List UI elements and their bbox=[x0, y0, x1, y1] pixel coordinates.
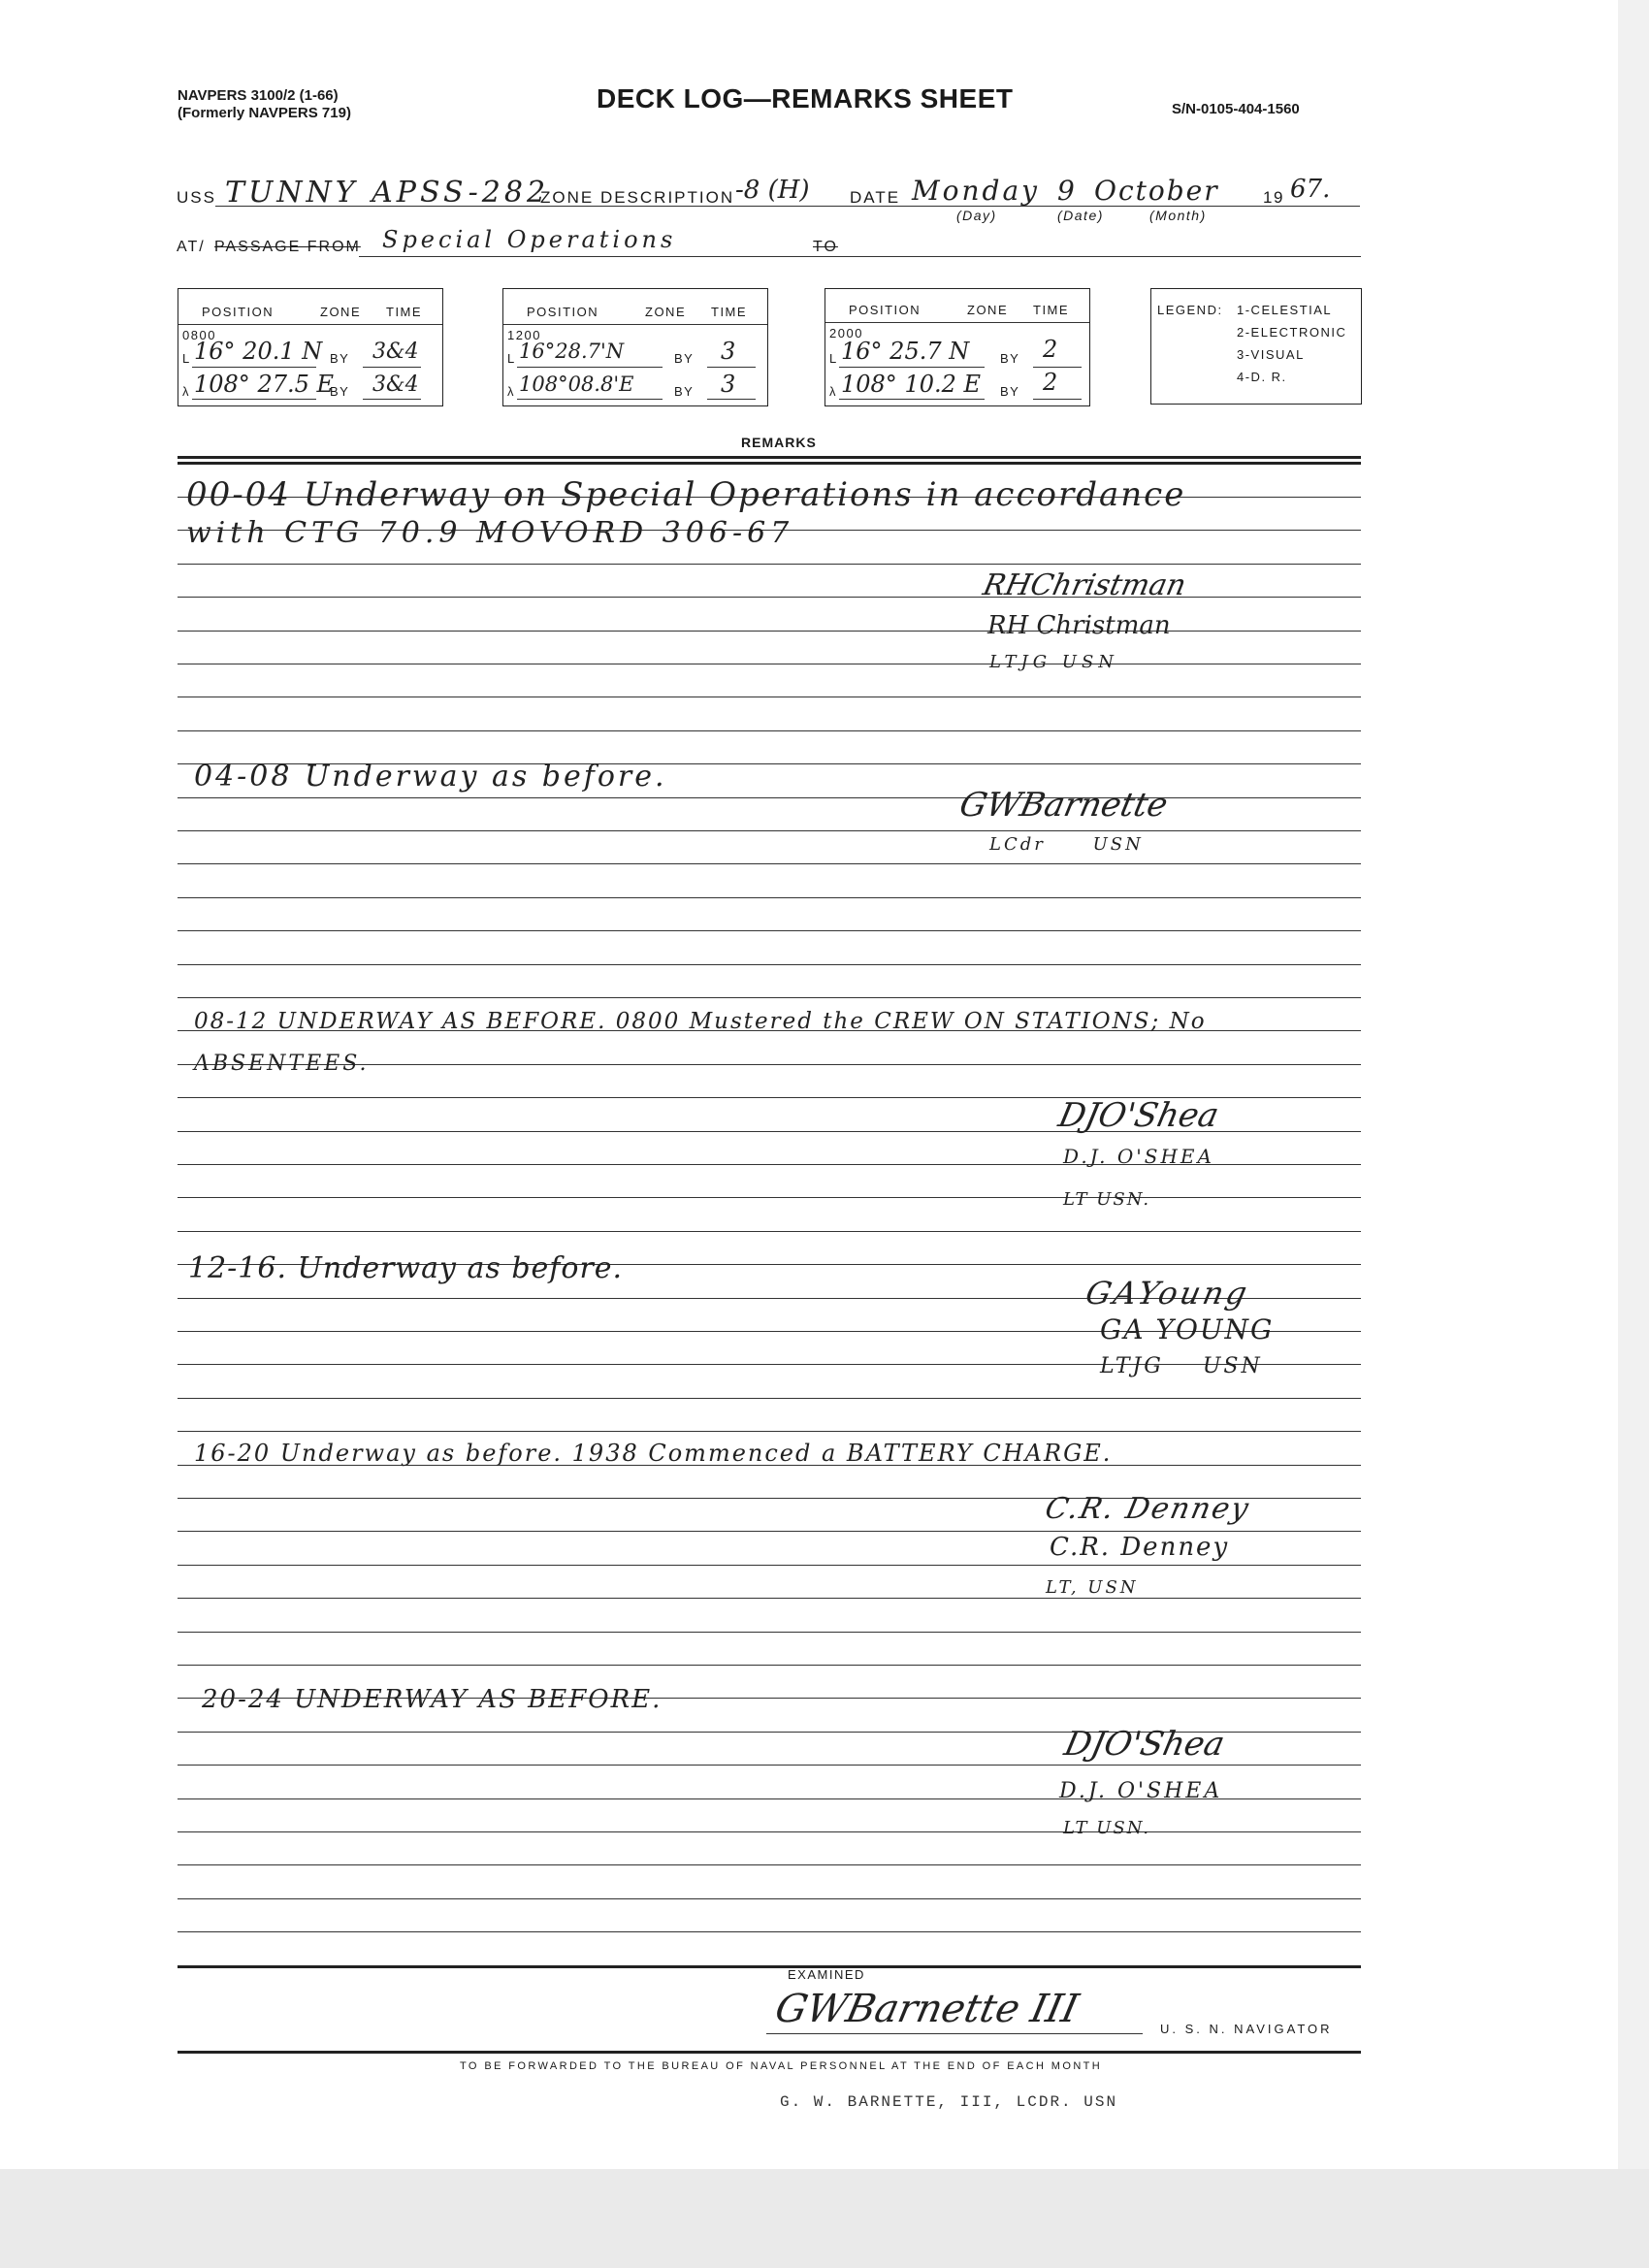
navigator-label: U. S. N. NAVIGATOR bbox=[1160, 2022, 1333, 2036]
position-header: POSITION bbox=[849, 303, 922, 317]
entry-12-16-line1: 12-16. Underway as before. bbox=[188, 1251, 624, 1285]
ruled-line bbox=[178, 1398, 1361, 1399]
position-box-2000: POSITION ZONE TIME 2000 L 16° 25.7 N BY 2 λ 108° 10.2 E BY 2 bbox=[824, 288, 1090, 406]
uss-line-underline bbox=[215, 206, 1360, 207]
entry-08-12-line1: 08-12 UNDERWAY AS BEFORE. 0800 Mustered the CREW ON STATIONS; No bbox=[194, 1009, 1207, 1034]
position-header: POSITION bbox=[527, 305, 599, 319]
latitude-value: 16° 25.7 N bbox=[841, 338, 970, 365]
forward-note: TO BE FORWARDED TO THE BUREAU OF NAVAL PERSONNEL AT THE END OF EACH MONTH bbox=[460, 2060, 1103, 2072]
date-caption: (Date) bbox=[1057, 208, 1104, 223]
ruled-line bbox=[178, 830, 1361, 831]
entry-20-24-signature-print: D.J. O'SHEA bbox=[1059, 1779, 1223, 1803]
entry-16-20-line1: 16-20 Underway as before. 1938 Commenced a BATTERY CHARGE. bbox=[194, 1440, 1113, 1467]
ruled-line bbox=[178, 1431, 1361, 1432]
ruled-line bbox=[178, 964, 1361, 965]
longitude-by: 3 bbox=[721, 371, 736, 398]
ruled-line bbox=[178, 1231, 1361, 1232]
longitude-value: 108° 27.5 E bbox=[194, 371, 335, 398]
entry-16-20-rank: LT, USN bbox=[1046, 1577, 1139, 1598]
entry-16-20-signature-print: C.R. Denney bbox=[1050, 1533, 1230, 1562]
latitude-by: 3&4 bbox=[372, 340, 419, 364]
entry-12-16-rank: LTJG USN bbox=[1100, 1354, 1263, 1378]
footer-top-rule bbox=[178, 1965, 1361, 1968]
date-day-value: Monday bbox=[912, 175, 1040, 207]
entry-20-24-line1: 20-24 UNDERWAY AS BEFORE. bbox=[202, 1685, 663, 1714]
longitude-by: 3&4 bbox=[372, 373, 419, 397]
zone-header: ZONE bbox=[967, 303, 1009, 317]
latitude-by: 3 bbox=[721, 338, 736, 365]
entry-04-08-rank: LCdr USN bbox=[989, 834, 1144, 855]
time-header: TIME bbox=[711, 305, 748, 319]
ruled-line bbox=[178, 1531, 1361, 1532]
ruled-line bbox=[178, 930, 1361, 931]
ruled-line bbox=[178, 1665, 1361, 1666]
ruled-line bbox=[178, 1898, 1361, 1899]
form-formerly: (Formerly NAVPERS 719) bbox=[178, 105, 351, 121]
position-time: 2000 bbox=[829, 326, 863, 340]
ruled-line bbox=[178, 1598, 1361, 1599]
legend-item-electronic: 2-ELECTRONIC bbox=[1237, 325, 1347, 340]
latitude-value: 16°28.7'N bbox=[519, 340, 625, 363]
position-time: 0800 bbox=[182, 328, 216, 342]
longitude-by: 2 bbox=[1043, 369, 1058, 396]
entry-08-12-rank: LT USN. bbox=[1063, 1189, 1151, 1210]
ruled-line bbox=[178, 863, 1361, 864]
examined-label: EXAMINED bbox=[788, 1967, 865, 1982]
ruled-line bbox=[178, 1931, 1361, 1932]
zone-description-value: -8 (H) bbox=[735, 176, 810, 205]
entry-04-08-line1: 04-08 Underway as before. bbox=[194, 760, 667, 794]
ruled-line bbox=[178, 997, 1361, 998]
entry-12-16-signature-print: GA YOUNG bbox=[1100, 1313, 1275, 1345]
remarks-top-rule bbox=[178, 456, 1361, 459]
zone-header: ZONE bbox=[320, 305, 362, 319]
ruled-line bbox=[178, 1565, 1361, 1566]
ruled-line bbox=[178, 597, 1361, 598]
entry-08-12-signature-print: D.J. O'SHEA bbox=[1063, 1145, 1214, 1168]
position-header: POSITION bbox=[202, 305, 275, 319]
ruled-line bbox=[178, 631, 1361, 632]
uss-value: TUNNY APSS-282 bbox=[225, 176, 550, 210]
position-box-1200: POSITION ZONE TIME 1200 L 16°28.7'N BY 3 λ 108°08.8'E BY 3 bbox=[502, 288, 768, 406]
paper-edge bbox=[1618, 0, 1649, 2268]
ruled-line bbox=[178, 1831, 1361, 1832]
legend-item-celestial: 1-CELESTIAL bbox=[1237, 303, 1333, 317]
entry-08-12-signature: DJO'Shea bbox=[1054, 1096, 1222, 1135]
entry-16-20-signature: C.R. Denney bbox=[1042, 1492, 1253, 1526]
to-label: TO bbox=[813, 239, 838, 255]
day-caption: (Day) bbox=[956, 208, 997, 223]
legend-title: LEGEND: bbox=[1157, 303, 1223, 317]
ruled-line bbox=[178, 1864, 1361, 1865]
position-time: 1200 bbox=[507, 328, 541, 342]
ruled-line bbox=[178, 564, 1361, 565]
time-header: TIME bbox=[1033, 303, 1070, 317]
position-box-0800: POSITION ZONE TIME 0800 L 16° 20.1 N BY 3&4 λ 108° 27.5 E BY 3&4 bbox=[178, 288, 443, 406]
entry-00-04-line1: 00-04 Underway on Special Operations in accordance bbox=[186, 475, 1186, 514]
latitude-by: 2 bbox=[1043, 336, 1058, 363]
entry-20-24-rank: LT USN. bbox=[1063, 1818, 1151, 1838]
entry-00-04-signature-print: RH Christman bbox=[987, 611, 1171, 640]
remarks-label: REMARKS bbox=[741, 435, 817, 450]
footer-bottom-rule bbox=[178, 2051, 1361, 2054]
zone-header: ZONE bbox=[645, 305, 687, 319]
date-label: DATE bbox=[850, 188, 901, 207]
at-value: Special Operations bbox=[382, 226, 677, 253]
entry-08-12-line2: ABSENTEES. bbox=[194, 1052, 370, 1076]
longitude-value: 108° 10.2 E bbox=[841, 371, 982, 398]
ruled-line bbox=[178, 730, 1361, 731]
entry-00-04-signature: RHChristman bbox=[980, 568, 1189, 602]
form-number: NAVPERS 3100/2 (1-66) bbox=[178, 87, 339, 104]
latitude-value: 16° 20.1 N bbox=[194, 338, 323, 365]
ruled-line bbox=[178, 897, 1361, 898]
year-suffix-value: 67. bbox=[1290, 175, 1331, 204]
examiner-signature-line bbox=[766, 2033, 1143, 2034]
passage-from-label: PASSAGE FROM bbox=[214, 239, 361, 255]
uss-label: USS bbox=[177, 188, 216, 207]
date-date-value: 9 bbox=[1057, 175, 1075, 207]
legend-box bbox=[1150, 288, 1362, 405]
entry-00-04-rank: LTJG USN bbox=[989, 652, 1119, 672]
date-month-value: October bbox=[1094, 175, 1219, 207]
examiner-signature: GWBarnette III bbox=[771, 1987, 1083, 2031]
zone-description-label: ZONE DESCRIPTION bbox=[540, 188, 735, 207]
entry-04-08-signature: GWBarnette bbox=[955, 786, 1172, 825]
longitude-value: 108°08.8'E bbox=[519, 373, 634, 396]
ruled-line bbox=[178, 1765, 1361, 1766]
entry-00-04-line2: with CTG 70.9 MOVORD 306-67 bbox=[186, 516, 794, 550]
stock-number: S/N-0105-404-1560 bbox=[1172, 101, 1300, 117]
typed-name: G. W. BARNETTE, III, LCDR. USN bbox=[780, 2093, 1118, 2111]
entry-12-16-signature: GAYoung bbox=[1082, 1275, 1253, 1312]
year-prefix: 19 bbox=[1263, 188, 1284, 207]
remarks-top-rule-2 bbox=[178, 462, 1361, 465]
legend-item-visual: 3-VISUAL bbox=[1237, 347, 1305, 362]
month-caption: (Month) bbox=[1149, 208, 1207, 223]
ruled-line bbox=[178, 1632, 1361, 1633]
ruled-line bbox=[178, 797, 1361, 798]
at-label: AT/ bbox=[177, 239, 206, 255]
page-title: DECK LOG—REMARKS SHEET bbox=[597, 83, 1014, 113]
entry-20-24-signature: DJO'Shea bbox=[1060, 1725, 1228, 1764]
scan-bottom-margin bbox=[0, 2169, 1649, 2268]
ruled-line bbox=[178, 1197, 1361, 1198]
time-header: TIME bbox=[386, 305, 423, 319]
legend-item-dr: 4-D. R. bbox=[1237, 370, 1287, 384]
at-line-underline bbox=[359, 256, 1361, 257]
